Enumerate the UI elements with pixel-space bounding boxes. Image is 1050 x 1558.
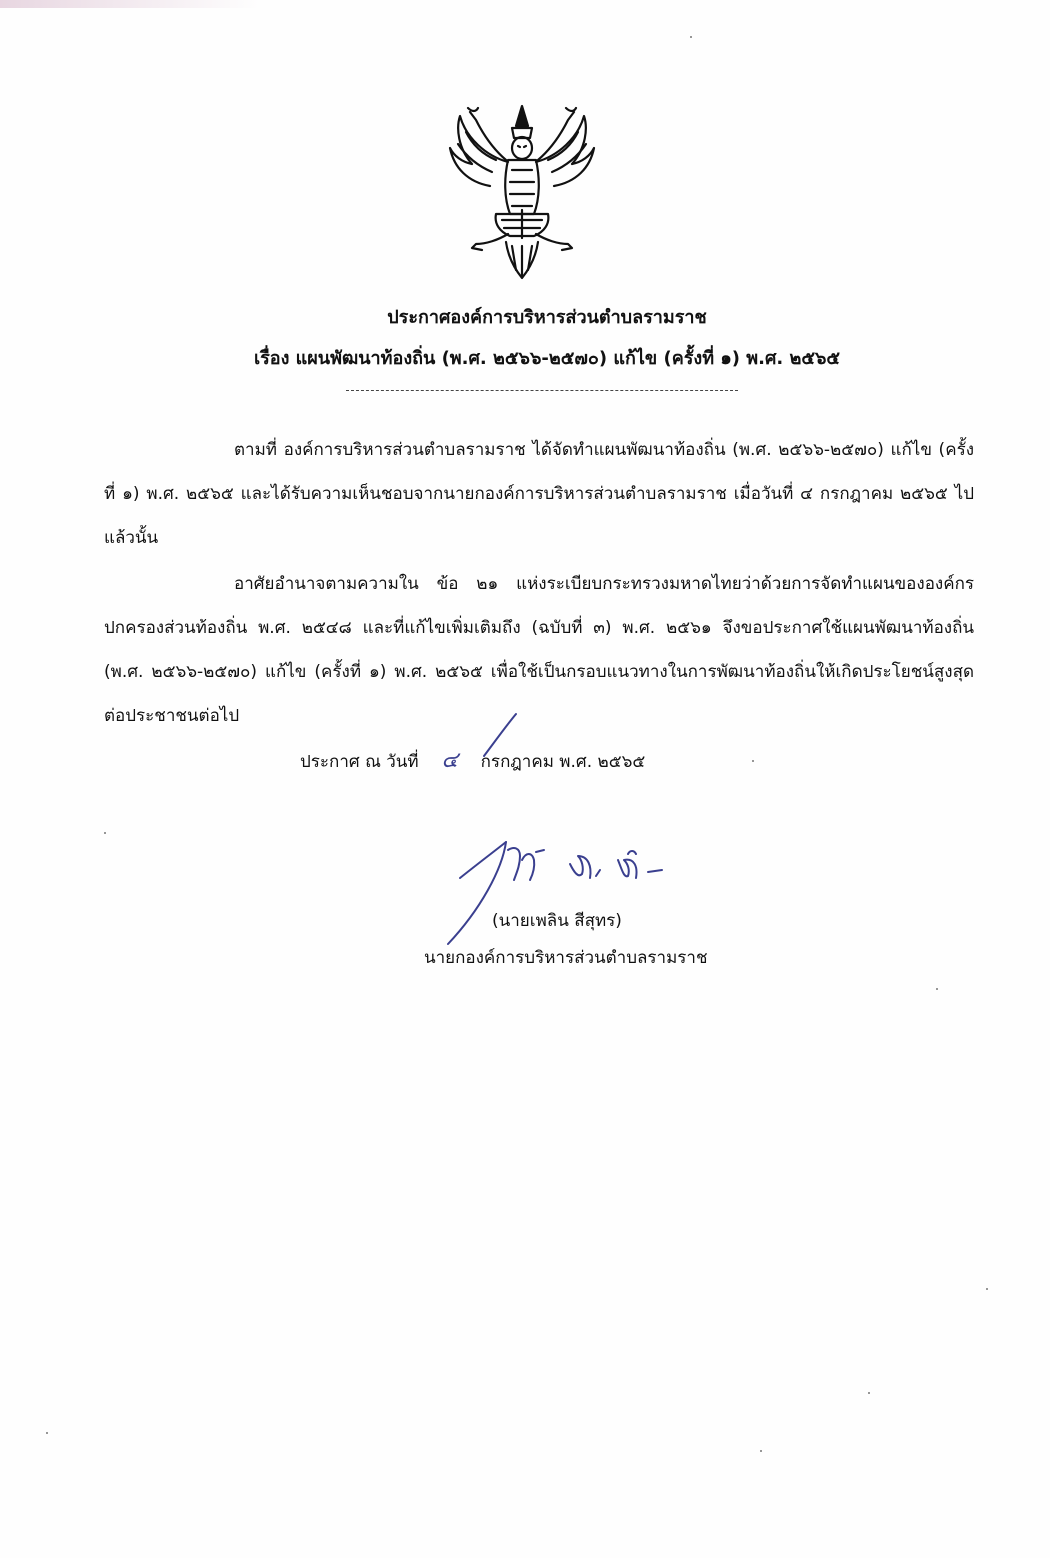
scan-speck: [760, 1450, 762, 1452]
scan-speck: [936, 988, 938, 990]
date-day-handwritten: ๔: [441, 748, 458, 773]
signer-name: (นายเพลิน สีสุทร): [492, 911, 622, 931]
scan-speck: [986, 1288, 988, 1290]
date-prefix: ประกาศ ณ วันที่: [300, 752, 419, 772]
scan-speck: [46, 1432, 48, 1434]
garuda-emblem-icon: [446, 98, 598, 284]
scan-speck: [752, 760, 754, 762]
date-month-year: กรกฎาคม พ.ศ. ๒๕๖๕: [480, 752, 646, 772]
scan-edge-tint: [0, 0, 260, 8]
announcement-title: ประกาศองค์การบริหารส่วนตำบลรามราช: [387, 307, 707, 328]
announcement-subject: เรื่อง แผนพัฒนาท้องถิ่น (พ.ศ. ๒๕๖๖-๒๕๗๐) แก้ไข (ครั้งที่ ๑) พ.ศ. ๒๕๖๕: [253, 348, 841, 369]
body-paragraph-2: อาศัยอำนาจตามความใน ข้อ ๒๑ แห่งระเบียบกระทรวงมหาดไทยว่าด้วยการจัดทำแผนขององค์กรปกครองส่วนท้องถิ่น พ.ศ. ๒๕๔๘ และที่แก้ไขเพิ่มเติมถึง (ฉบับที่ ๓) พ.ศ. ๒๕๖๑ จึงขอประกาศใช้แผนพัฒนาท้องถิ่น (พ.ศ. ๒๕๖๖-๒๕๗๐) แก้ไข (ครั้งที่ ๑) พ.ศ. ๒๕๖๕ เพื่อใช้เป็นกรอบแนวทางในการพัฒนาท้องถิ่นให้เกิดประโยชน์สูงสุดต่อประชาชนต่อไป: [104, 574, 974, 726]
scan-speck: [868, 1392, 870, 1394]
divider-dashed: [346, 390, 738, 391]
scan-speck: [104, 832, 106, 834]
scan-speck: [690, 36, 692, 38]
signer-position: นายกองค์การบริหารส่วนตำบลรามราช: [424, 948, 708, 968]
body-paragraph-1: ตามที่ องค์การบริหารส่วนตำบลรามราช ได้จัดทำแผนพัฒนาท้องถิ่น (พ.ศ. ๒๕๖๖-๒๕๗๐) แก้ไข (ครั้งที่ ๑) พ.ศ. ๒๕๖๕ และได้รับความเห็นชอบจากนายกองค์การบริหารส่วนตำบลรามราช เมื่อวันที่ ๔ กรกฎาคม ๒๕๖๕ ไปแล้วนั้น: [104, 440, 974, 548]
